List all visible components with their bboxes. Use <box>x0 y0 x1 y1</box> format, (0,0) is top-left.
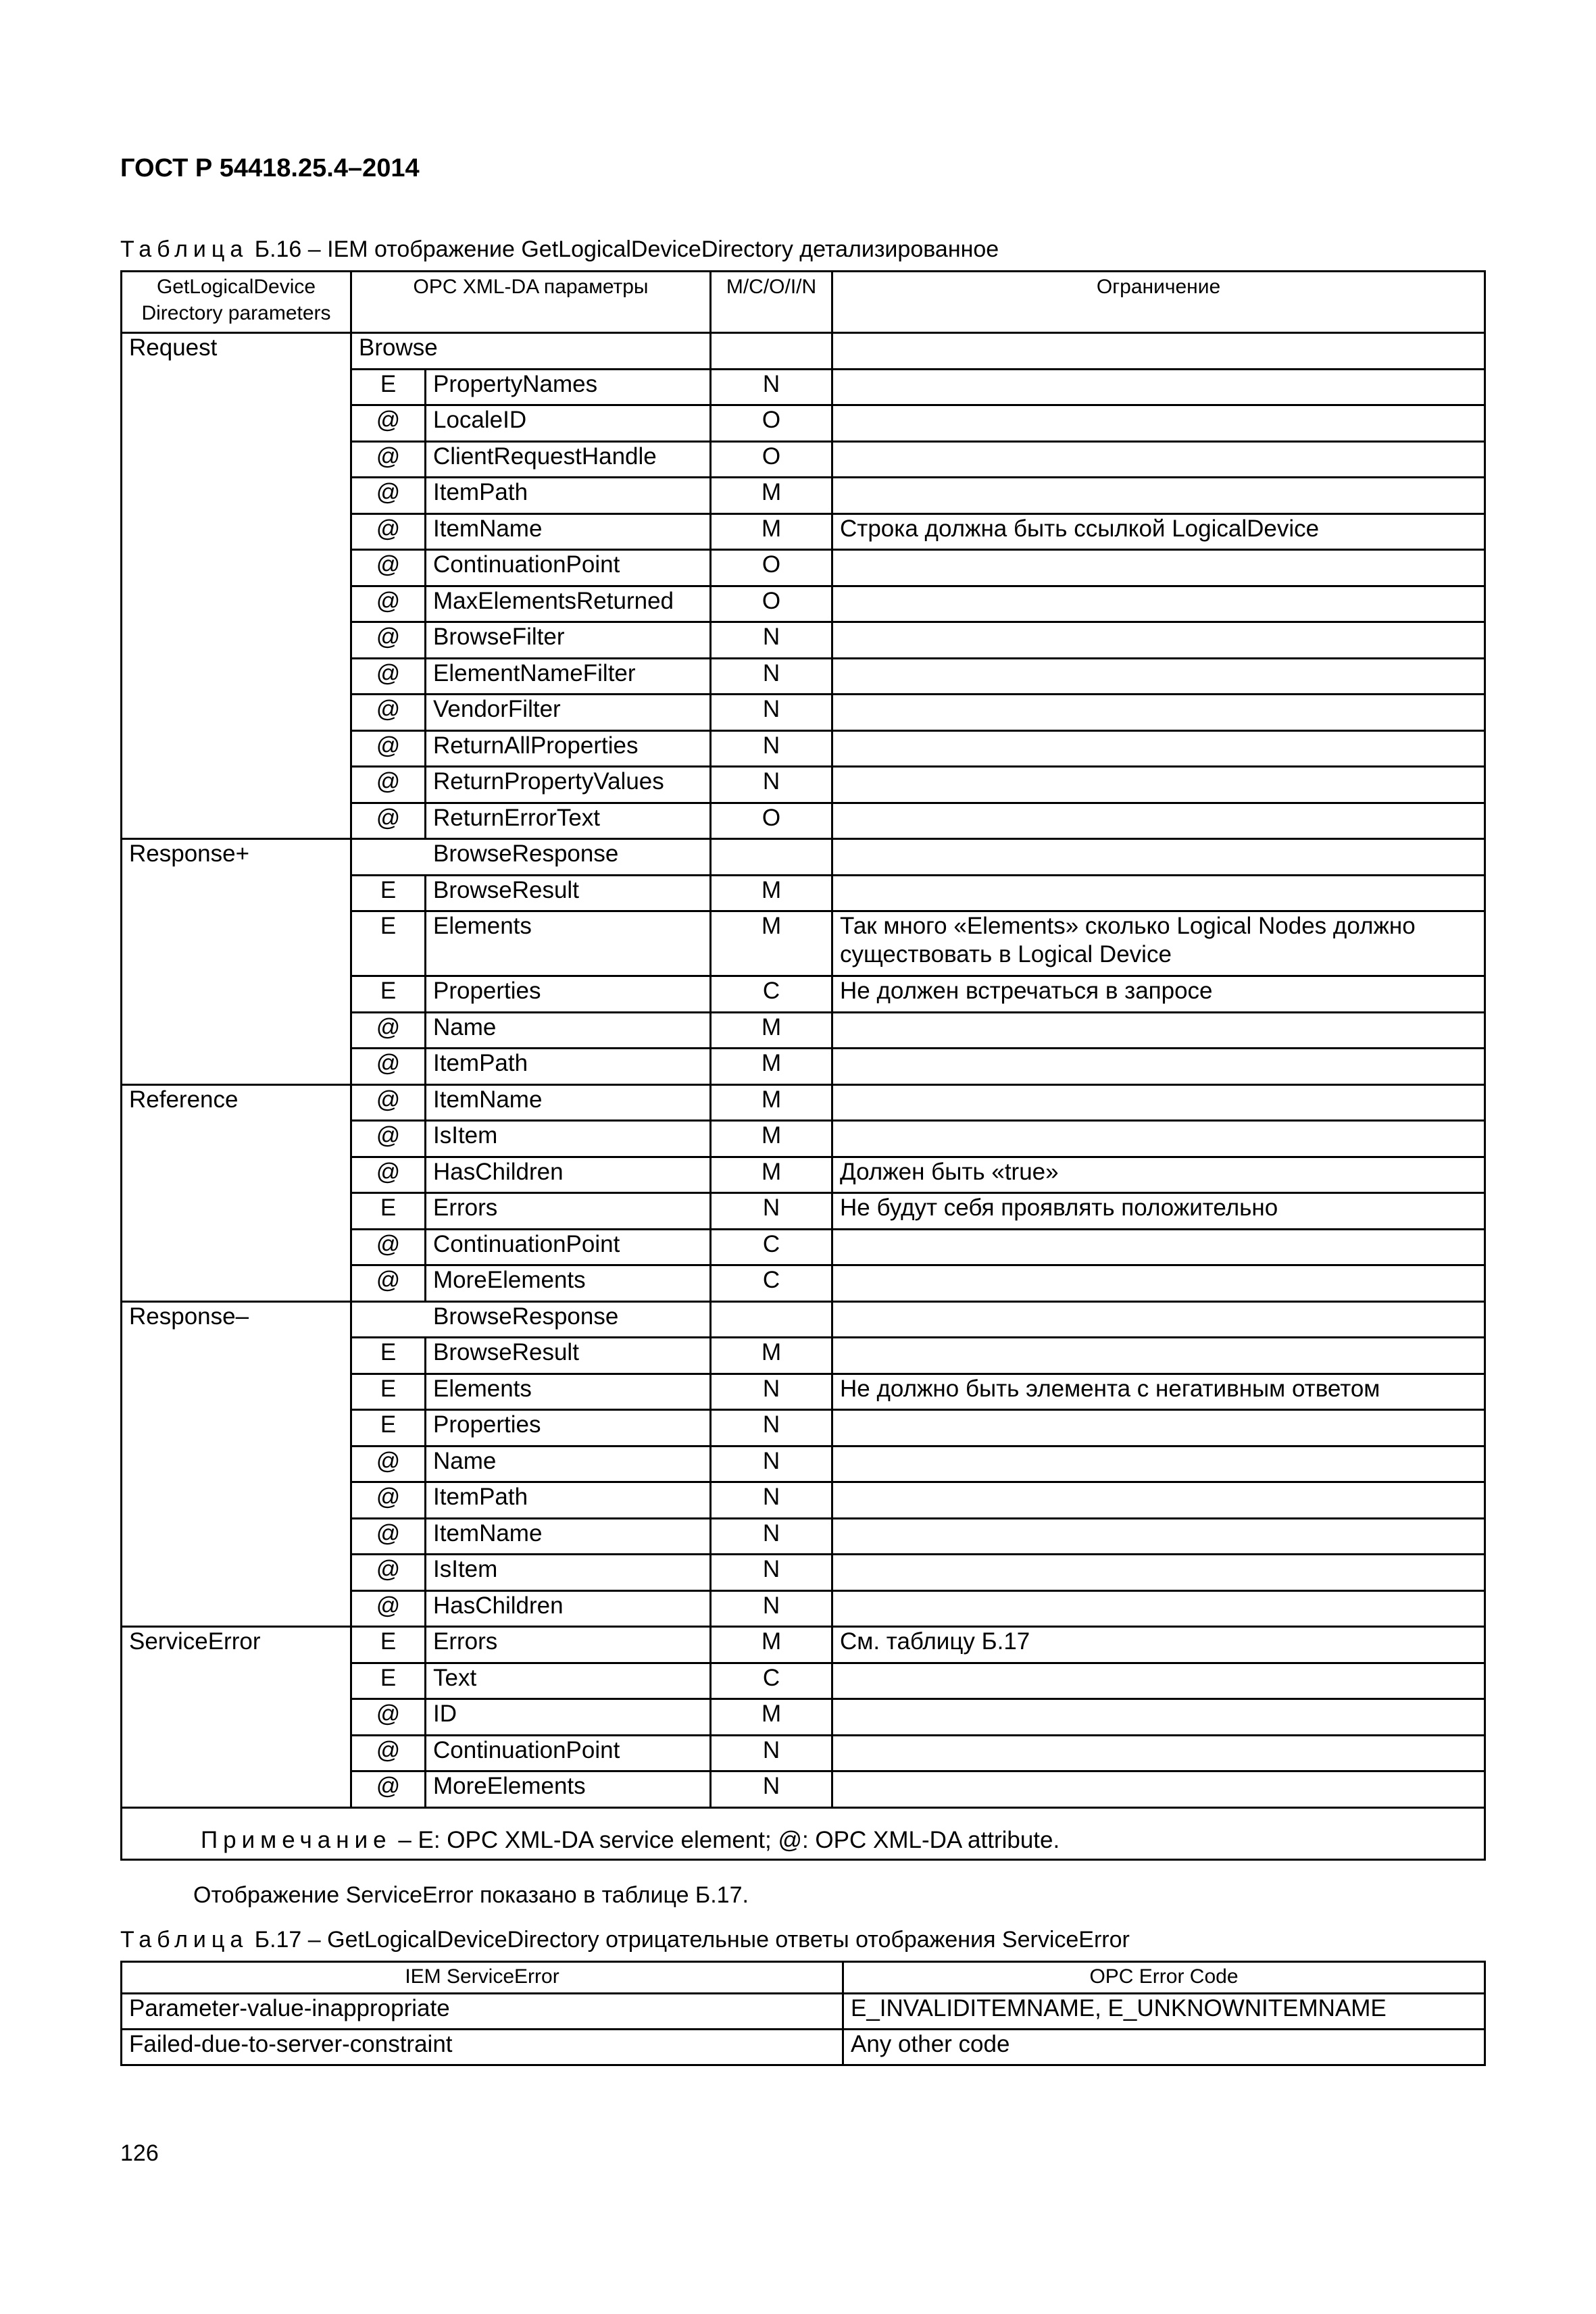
mode-cell: C <box>711 1229 832 1265</box>
constraint-cell <box>832 875 1485 911</box>
mode-cell <box>711 839 832 876</box>
mode-cell: N <box>711 695 832 731</box>
group-cell: ServiceError <box>122 1627 351 1808</box>
header-iem-serviceerror: IEM ServiceError <box>122 1962 843 1994</box>
constraint-cell <box>832 803 1485 839</box>
symbol-cell: E <box>351 1374 426 1410</box>
symbol-cell: E <box>351 1627 426 1663</box>
opc-parameter-cell: ItemName <box>426 1518 711 1555</box>
opc-parameter-cell: ReturnErrorText <box>426 803 711 839</box>
header-opc-error-code: OPC Error Code <box>843 1962 1485 1994</box>
constraint-cell <box>832 586 1485 622</box>
mode-cell: C <box>711 1265 832 1302</box>
mode-cell: M <box>711 875 832 911</box>
constraint-cell <box>832 1482 1485 1519</box>
opc-parameter-cell: Elements <box>426 911 711 976</box>
constraint-cell <box>832 550 1485 586</box>
constraint-cell <box>832 1229 1485 1265</box>
constraint-cell <box>832 1049 1485 1085</box>
symbol-cell: @ <box>351 730 426 767</box>
opc-parameter-cell: BrowseResponse <box>351 1301 711 1338</box>
symbol-cell: E <box>351 976 426 1013</box>
opc-parameter-cell: Name <box>426 1012 711 1049</box>
group-cell: Reference <box>122 1084 351 1301</box>
constraint-cell <box>832 1555 1485 1591</box>
constraint-cell <box>832 1012 1485 1049</box>
mode-cell <box>711 333 832 370</box>
opc-parameter-cell: Elements <box>426 1374 711 1410</box>
opc-parameter-cell: Errors <box>426 1627 711 1663</box>
opc-parameter-cell: LocaleID <box>426 405 711 442</box>
table-17-caption-text: Б.17 – GetLogicalDeviceDirectory отрицательные ответы отображения ServiceError <box>248 1927 1130 1953</box>
opc-parameter-cell: Properties <box>426 976 711 1013</box>
symbol-cell: @ <box>351 1157 426 1193</box>
constraint-cell <box>832 441 1485 478</box>
constraint-cell <box>832 695 1485 731</box>
header-mode: M/C/O/I/N <box>711 272 832 333</box>
mode-cell: N <box>711 1193 832 1230</box>
symbol-cell: E <box>351 1338 426 1374</box>
opc-parameter-cell: ContinuationPoint <box>426 550 711 586</box>
symbol-cell: @ <box>351 1012 426 1049</box>
table-row <box>122 1627 1485 1663</box>
constraint-cell <box>832 1301 1485 1338</box>
symbol-cell: E <box>351 369 426 405</box>
constraint-cell <box>832 658 1485 695</box>
constraint-cell <box>832 405 1485 442</box>
symbol-cell: @ <box>351 1735 426 1771</box>
opc-parameter-cell: BrowseResult <box>426 1338 711 1374</box>
table-16-header-row <box>122 272 1485 333</box>
symbol-cell: @ <box>351 586 426 622</box>
opc-parameter-cell: BrowseResponse <box>351 839 711 876</box>
opc-parameter-cell: ReturnAllProperties <box>426 730 711 767</box>
symbol-cell: @ <box>351 622 426 659</box>
constraint-cell <box>832 478 1485 514</box>
constraint-cell <box>832 622 1485 659</box>
opc-parameter-cell: BrowseResult <box>426 875 711 911</box>
mode-cell: M <box>711 1012 832 1049</box>
constraint-cell <box>832 767 1485 803</box>
mode-cell: O <box>711 550 832 586</box>
constraint-cell: Не должен встречаться в запросе <box>832 976 1485 1013</box>
mode-cell: M <box>711 911 832 976</box>
opc-parameter-cell: ID <box>426 1699 711 1736</box>
mode-cell: M <box>711 1338 832 1374</box>
symbol-cell: @ <box>351 1229 426 1265</box>
opc-parameter-cell: IsItem <box>426 1121 711 1157</box>
symbol-cell: E <box>351 1663 426 1699</box>
opc-error-code-cell: Any other code <box>843 2030 1485 2065</box>
symbol-cell: @ <box>351 658 426 695</box>
symbol-cell: @ <box>351 1771 426 1808</box>
constraint-cell <box>832 1590 1485 1627</box>
document-code: ГОСТ Р 54418.25.4–2014 <box>120 154 420 182</box>
symbol-cell: @ <box>351 405 426 442</box>
opc-parameter-cell: MoreElements <box>426 1265 711 1302</box>
table-row <box>122 1994 1485 2030</box>
mode-cell: M <box>711 1157 832 1193</box>
mode-cell: M <box>711 1699 832 1736</box>
constraint-cell <box>832 1771 1485 1808</box>
header-constraint: Ограничение <box>832 272 1485 333</box>
mode-cell: M <box>711 1049 832 1085</box>
constraint-cell <box>832 839 1485 876</box>
symbol-cell: @ <box>351 1265 426 1302</box>
table-16-caption-text: Б.16 – IEM отображение GetLogicalDeviceDirectory детализированное <box>248 236 999 262</box>
table-17-caption <box>120 1927 1130 1953</box>
table-word: Таблица <box>120 1927 249 1953</box>
constraint-cell <box>832 1699 1485 1736</box>
opc-parameter-cell: MaxElementsReturned <box>426 586 711 622</box>
opc-parameter-cell: VendorFilter <box>426 695 711 731</box>
symbol-cell: @ <box>351 441 426 478</box>
symbol-cell: @ <box>351 1446 426 1482</box>
opc-parameter-cell: ContinuationPoint <box>426 1229 711 1265</box>
mode-cell: N <box>711 1555 832 1591</box>
mode-cell: O <box>711 803 832 839</box>
mode-cell: N <box>711 369 832 405</box>
table-16 <box>120 270 1486 1861</box>
opc-parameter-cell: ItemName <box>426 1084 711 1121</box>
group-cell: Request <box>122 333 351 839</box>
mode-cell: N <box>711 1735 832 1771</box>
opc-parameter-cell: ItemPath <box>426 1482 711 1519</box>
table-row <box>122 2030 1485 2065</box>
opc-parameter-cell: ItemPath <box>426 1049 711 1085</box>
symbol-cell: @ <box>351 1699 426 1736</box>
mode-cell: N <box>711 767 832 803</box>
opc-parameter-cell: Browse <box>351 333 711 370</box>
opc-parameter-cell: IsItem <box>426 1555 711 1591</box>
mode-cell: N <box>711 1590 832 1627</box>
symbol-cell: @ <box>351 1482 426 1519</box>
constraint-cell <box>832 1265 1485 1302</box>
mode-cell: C <box>711 1663 832 1699</box>
constraint-cell <box>832 333 1485 370</box>
constraint-cell: См. таблицу Б.17 <box>832 1627 1485 1663</box>
symbol-cell: @ <box>351 1555 426 1591</box>
table-row <box>122 839 1485 876</box>
iem-serviceerror-cell: Parameter-value-inappropriate <box>122 1994 843 2030</box>
opc-parameter-cell: ItemName <box>426 513 711 550</box>
symbol-cell: @ <box>351 803 426 839</box>
mode-cell: M <box>711 1627 832 1663</box>
mode-cell: N <box>711 1771 832 1808</box>
constraint-cell <box>832 1735 1485 1771</box>
mode-cell: N <box>711 658 832 695</box>
mode-cell: N <box>711 1410 832 1447</box>
constraint-cell <box>832 1084 1485 1121</box>
constraint-cell <box>832 369 1485 405</box>
note-cell <box>122 1807 1485 1859</box>
constraint-cell <box>832 1410 1485 1447</box>
opc-parameter-cell: ElementNameFilter <box>426 658 711 695</box>
constraint-cell <box>832 1121 1485 1157</box>
table-16-body <box>122 333 1485 1860</box>
constraint-cell <box>832 1338 1485 1374</box>
constraint-cell <box>832 1518 1485 1555</box>
opc-parameter-cell: Errors <box>426 1193 711 1230</box>
symbol-cell: E <box>351 911 426 976</box>
group-cell: Response– <box>122 1301 351 1627</box>
mode-cell: M <box>711 478 832 514</box>
symbol-cell: @ <box>351 767 426 803</box>
mode-cell: O <box>711 586 832 622</box>
mode-cell: O <box>711 405 832 442</box>
table-word: Таблица <box>120 236 249 262</box>
page-number: 126 <box>120 2140 159 2166</box>
opc-parameter-cell: PropertyNames <box>426 369 711 405</box>
mode-cell: N <box>711 1446 832 1482</box>
constraint-cell: Так много «Elements» сколько Logical Nodes должно существовать в Logical Device <box>832 911 1485 976</box>
constraint-cell: Строка должна быть ссылкой LogicalDevice <box>832 513 1485 550</box>
mode-cell: M <box>711 1121 832 1157</box>
table-16-caption <box>120 236 999 263</box>
note-label: Примечание <box>201 1826 392 1853</box>
opc-parameter-cell: BrowseFilter <box>426 622 711 659</box>
opc-parameter-cell: HasChildren <box>426 1590 711 1627</box>
symbol-cell: E <box>351 875 426 911</box>
opc-parameter-cell: MoreElements <box>426 1771 711 1808</box>
note-text: – E: OPC XML-DA service element; @: OPC XML-DA attribute. <box>391 1826 1060 1853</box>
symbol-cell: @ <box>351 1590 426 1627</box>
body-paragraph: Отображение ServiceError показано в таблице Б.17. <box>193 1882 749 1908</box>
mode-cell: N <box>711 730 832 767</box>
opc-parameter-cell: ItemPath <box>426 478 711 514</box>
table-17-header-row <box>122 1962 1485 1994</box>
mode-cell: M <box>711 513 832 550</box>
mode-cell: O <box>711 441 832 478</box>
opc-parameter-cell: ReturnPropertyValues <box>426 767 711 803</box>
constraint-cell <box>832 730 1485 767</box>
header-opc-params: OPC XML-DA параметры <box>351 272 711 333</box>
mode-cell: N <box>711 1482 832 1519</box>
mode-cell: N <box>711 622 832 659</box>
constraint-cell: Не должно быть элемента с негативным ответом <box>832 1374 1485 1410</box>
table-row <box>122 1084 1485 1121</box>
mode-cell: C <box>711 976 832 1013</box>
opc-parameter-cell: Name <box>426 1446 711 1482</box>
opc-parameter-cell: Properties <box>426 1410 711 1447</box>
table-17 <box>120 1961 1486 2066</box>
group-cell: Response+ <box>122 839 351 1085</box>
symbol-cell: @ <box>351 695 426 731</box>
constraint-cell: Должен быть «true» <box>832 1157 1485 1193</box>
opc-parameter-cell: ContinuationPoint <box>426 1735 711 1771</box>
symbol-cell: @ <box>351 1049 426 1085</box>
opc-error-code-cell: E_INVALIDITEMNAME, E_UNKNOWNITEMNAME <box>843 1994 1485 2030</box>
symbol-cell: @ <box>351 1084 426 1121</box>
opc-parameter-cell: HasChildren <box>426 1157 711 1193</box>
symbol-cell: @ <box>351 550 426 586</box>
symbol-cell: @ <box>351 513 426 550</box>
opc-parameter-cell: Text <box>426 1663 711 1699</box>
table-row <box>122 1301 1485 1338</box>
constraint-cell <box>832 1663 1485 1699</box>
table-row <box>122 333 1485 370</box>
mode-cell: M <box>711 1084 832 1121</box>
mode-cell: N <box>711 1518 832 1555</box>
constraint-cell: Не будут себя проявлять положительно <box>832 1193 1485 1230</box>
symbol-cell: @ <box>351 1518 426 1555</box>
symbol-cell: @ <box>351 478 426 514</box>
symbol-cell: E <box>351 1193 426 1230</box>
opc-parameter-cell: ClientRequestHandle <box>426 441 711 478</box>
symbol-cell: E <box>351 1410 426 1447</box>
mode-cell <box>711 1301 832 1338</box>
note-row <box>122 1807 1485 1859</box>
header-parameters: GetLogicalDevice Directory parameters <box>122 272 351 333</box>
mode-cell: N <box>711 1374 832 1410</box>
constraint-cell <box>832 1446 1485 1482</box>
iem-serviceerror-cell: Failed-due-to-server-constraint <box>122 2030 843 2065</box>
symbol-cell: @ <box>351 1121 426 1157</box>
